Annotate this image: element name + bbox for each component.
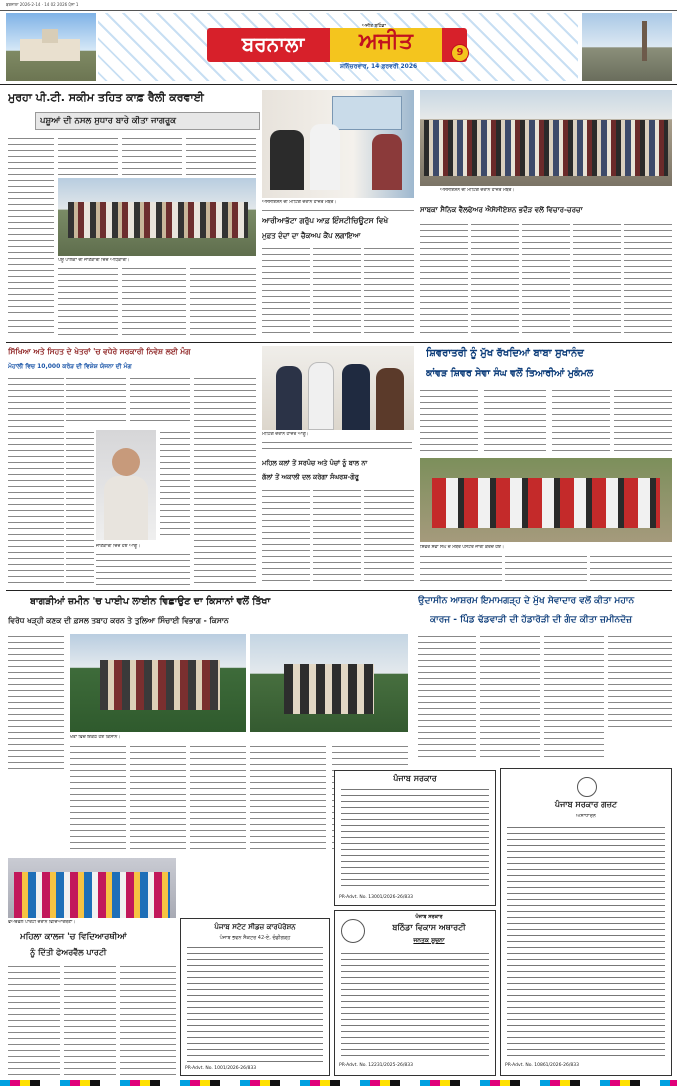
article-1-headline: ਮੁਰਹਾ ਪੀ.ਟੀ. ਸਕੀਮ ਤਹਿਤ ਕਾਫ਼ ਰੈਲੀ ਕਰਵਾਈ — [8, 91, 204, 104]
article-5-subhead: ਗੱਲਾਂ ਤੋਂ ਅਕਾਲੀ ਦਲ ਕਰੇਗਾ ਸੰਘਰਸ਼-ਗੋਰੂ — [262, 473, 359, 481]
article-8-text-col — [608, 634, 672, 730]
page-number-badge — [451, 44, 469, 62]
article-6-caption: ਸ਼ਿਵਰ ਸੇਵਾ ਸੰਘ ਦੇ ਮੈਂਬਰ ਪੋਸਟਰ ਜਾਰੀ ਕਰਦੇ ਹੋਏ। — [420, 545, 505, 550]
article-6-subhead: ਕਾਂਵੜ ਸ਼ਿਵਰ ਸੇਵਾ ਸੰਘ ਵਲੋਂ ਤਿਆਰੀਆਂ ਮੁਕੰਮਲ — [426, 368, 594, 379]
article-1-subhead: ਪਸ਼ੂਆਂ ਦੀ ਨਸਲ ਸੁਧਾਰ ਬਾਰੇ ਕੀਤਾ ਜਾਗਰੂਕ — [40, 116, 176, 126]
article-5-headline: ਮਹਿਲ ਕਲਾਂ ਤੋਂ ਸਰਪੰਚ ਅਤੇ ਪੰਚਾਂ ਨੂੰ ਬਾਲ ਨਾ — [262, 459, 368, 467]
council-ad — [180, 918, 330, 1076]
article-1-text-col — [58, 266, 118, 338]
article-4-headline: ਸਿੱਖਿਆ ਅਤੇ ਸਿਹਤ ਦੇ ਖੇਤਰਾਂ 'ਚ ਵਧੇਰੇ ਸਰਕਾਰੀ ਨਿਵੇਸ਼ ਲਈ ਮੰਗ — [8, 347, 191, 356]
punjab-govt-ad-body — [341, 787, 489, 891]
article-2-text-col — [364, 246, 414, 338]
article-4-text-col — [194, 376, 256, 586]
council-ad-body — [187, 945, 323, 1063]
article-5-text-col — [262, 488, 310, 586]
article-9-text-col — [64, 964, 116, 1076]
article-6-text-col — [484, 388, 546, 454]
article-8-text-col — [544, 634, 604, 762]
section-rule — [6, 590, 672, 591]
masthead-rule — [0, 84, 677, 85]
masthead-kicker: ਅਜੀਤ ਬਠਿੰਡਾ — [362, 24, 386, 29]
article-2-headline: ਆਰੀਆਭੱਟਾ ਗਰੁੱਪ ਆਫ਼ ਇੰਸਟੀਚਿਊਟਸ ਵਿਖੇ — [262, 216, 389, 225]
article-2-caption: ਐਸੋਸੀਏਸ਼ਨ ਦੀ ਮੀਟਿੰਗ ਦੌਰਾਨ ਹਾਜ਼ਰ ਮੈਂਬਰ। — [262, 200, 337, 205]
article-6-text-col — [420, 554, 502, 586]
article-7-text-col — [70, 744, 126, 854]
article-1-text-col — [122, 266, 186, 338]
article-7-caption: ਖੇਤਾਂ ਵਿਚ ਇਕੱਠੇ ਹੋਏ ਕਿਸਾਨ। — [70, 735, 121, 740]
punjab-govt-ad-ref: PR-Advt. No. 13001/2026-26/833 — [339, 895, 413, 900]
article-3-caption: ਐਸੋਸੀਏਸ਼ਨ ਦੀ ਮੀਟਿੰਗ ਦੌਰਾਨ ਹਾਜ਼ਰ ਮੈਂਬਰ। — [440, 188, 515, 193]
article-7-text-col — [130, 744, 186, 854]
article-8-text-col — [480, 634, 540, 762]
bathinda-ad-subtitle: ਜਨਤਕ ਸੂਚਨਾ — [413, 937, 445, 944]
council-ad-title: ਪੰਜਾਬ ਸਟੇਟ ਸੀਡਜ਼ ਕਾਰਪੋਰੇਸ਼ਨ — [214, 923, 296, 931]
punjab-govt-ad — [334, 770, 496, 906]
article-3-headline: ਸਾਬਕਾ ਸੈਨਿਕ ਵੈੱਲਫੇਅਰ ਐਸੋਸੀਏਸ਼ਨ ਭਦੌੜ ਵਲੋਂ ਵਿਚਾਰ-ਚਰਚਾ — [420, 206, 583, 214]
page-number: 9 — [456, 47, 464, 58]
article-4-text-col — [66, 376, 126, 426]
article-1-text-col — [186, 136, 256, 176]
article-9-subhead: ਨੂੰ ਦਿੱਤੀ ਫੇਅਰਵੈੱਲ ਪਾਰਟੀ — [30, 948, 107, 957]
article-5-text-col — [313, 488, 361, 586]
gazette-ad-body — [507, 825, 665, 1059]
article-8-headline: ਉਦਾਸੀਨ ਆਸ਼ਰਮ ਇਮਾਮਗੜ੍ਹ ਦੇ ਮੁੱਖ ਸੇਵਾਦਾਰ ਵਲੋਂ ਕੀਤਾ ਮਹਾਨ — [418, 596, 635, 606]
article-6-text-col — [420, 388, 478, 454]
bathinda-ad-ref: PR-Advt. No. 12231/2025-26/833 — [339, 1063, 413, 1068]
article-9-text-col — [8, 964, 60, 1076]
gazette-ad-ref: PR-Advt. No. 10861/2026-26/833 — [505, 1063, 579, 1068]
article-6-text-col — [552, 388, 610, 454]
article-4-text-col — [130, 376, 190, 426]
gazette-ad-title: ਪੰਜਾਬ ਸਰਕਾਰ ਗਜ਼ਟ — [554, 800, 618, 809]
article-4-text-col — [66, 430, 94, 586]
article-2-subhead: ਮੁਫ਼ਤ ਦੰਦਾਂ ਦਾ ਚੈੱਕਅਪ ਕੈਂਪ ਲਗਾਇਆ — [262, 232, 361, 240]
article-8-text-col — [418, 634, 476, 762]
article-3-text-col — [522, 222, 570, 338]
council-ad-subtitle: ਪੰਜਾਬ ਭਵਨ ਸੈਕਟਰ 42-ਏ, ਚੰਡੀਗੜ੍ਹ — [219, 935, 291, 941]
bathinda-ad-kicker: ਪੰਜਾਬ ਸਰਕਾਰ — [415, 914, 443, 920]
section-rule — [6, 342, 672, 343]
color-registration-bar — [0, 1080, 677, 1086]
article-3-text-col — [573, 222, 621, 338]
article-7-photo-2 — [250, 634, 408, 732]
article-8-subhead: ਕਾਰਜ - ਪਿੰਡ ਢੱਡਵਾੜੀ ਦੀ ਹੱਡਾਰੋੜੀ ਦੀ ਗੰਦ ਕੀਤਾ ਜ਼ਮੀਨਦੋਜ਼ — [430, 615, 632, 625]
article-9-text-col — [120, 964, 176, 1076]
article-3-text-col — [624, 222, 672, 338]
article-1-photo — [58, 178, 256, 256]
masthead-paper-name: ਅਜੀਤ — [359, 29, 413, 54]
article-4-subhead: ਮੋਹਾਲੀ ਵਿਚ 10,000 ਕਰੋੜ ਦੀ ਵਿਸ਼ੇਸ਼ ਯੋਜਨਾ ਦੀ ਮੰਗ — [8, 363, 132, 370]
masthead-left-photo — [6, 13, 96, 81]
gazette-ad-subtitle: ਅਸਾਧਾਰਨ — [576, 813, 596, 819]
gazette-ad — [500, 768, 672, 1076]
punjab-govt-ad-title: ਪੰਜਾਬ ਸਰਕਾਰ — [393, 774, 437, 783]
article-5-text-col — [364, 488, 414, 586]
article-1-text-col — [122, 136, 182, 176]
article-1-text-col — [58, 136, 118, 176]
article-7-headline: ਬਾਗੜੀਆਂ ਜ਼ਮੀਨ 'ਚ ਪਾਈਪ ਲਾਈਨ ਵਿਛਾਉਣ ਦਾ ਕਿਸਾਨਾਂ ਵਲੋਂ ਤਿੱਖਾ — [30, 596, 271, 607]
bathinda-ad-emblem — [341, 919, 365, 943]
article-1-text-col — [8, 136, 54, 316]
article-5-caption: ਮੀਟਿੰਗ ਦੌਰਾਨ ਹਾਜ਼ਰ ਆਗੂ। — [262, 432, 309, 437]
article-1-text-col — [190, 266, 256, 338]
article-7-text-col — [250, 744, 326, 854]
bathinda-ad-body — [341, 951, 489, 1059]
article-7-text-col — [190, 744, 246, 854]
article-3-text-col — [471, 222, 519, 338]
article-5-photo — [262, 346, 414, 430]
bathinda-ad-title: ਬਠਿੰਡਾ ਵਿਕਾਸ ਅਥਾਰਟੀ — [392, 923, 466, 932]
article-6-text-col — [614, 388, 672, 454]
article-9-headline: ਮਹਿਲਾ ਕਾਲਜ 'ਚ ਵਿਦਿਆਰਥੀਆਂ — [20, 932, 127, 942]
article-6-photo — [420, 458, 672, 542]
article-6-text-col — [590, 554, 672, 586]
article-2-photo — [262, 90, 414, 198]
article-4-text-col — [160, 430, 190, 540]
article-1-caption: ਪਸ਼ੂ ਪਾਲਕਾਂ ਦੀ ਜਾਣਕਾਰੀ ਦਿੰਦੇ ਅਧਿਕਾਰੀ। — [58, 258, 130, 263]
article-4-photo — [96, 430, 156, 540]
council-ad-ref: PR-Advt. No. 1001/2026-26/833 — [185, 1066, 257, 1071]
article-2-text-col — [262, 246, 310, 338]
article-9-caption: ਫੇਅਰਵੈੱਲ ਪਾਰਟੀ ਦੌਰਾਨ ਵਿਦਿਆਰਥਣਾਂ। — [8, 920, 76, 925]
article-3-text-col — [420, 222, 468, 338]
article-6-text-col — [505, 554, 587, 586]
bathinda-ad — [334, 910, 496, 1076]
article-2-text-col — [313, 246, 361, 338]
gazette-ad-emblem — [577, 777, 597, 797]
article-4-text-col — [8, 376, 64, 586]
article-5-text-col — [262, 440, 412, 454]
masthead-city: ਬਰਨਾਲਾ — [241, 32, 305, 56]
article-7-photo — [70, 634, 246, 732]
article-9-photo — [8, 858, 176, 918]
article-7-text-col — [8, 634, 64, 774]
article-6-headline: ਸ਼ਿਵਰਾਤਰੀ ਨੂੰ ਮੁੱਖ ਰੱਖਦਿਆਂ ਬਾਬਾ ਸੁਖਾਨੰਦ — [426, 348, 584, 359]
article-7-subhead: ਵਿਰੋਧ ਖੜ੍ਹੀ ਕਣਕ ਦੀ ਫ਼ਸਲ ਤਬਾਹ ਕਰਨ ਤੇ ਤੁਲਿਆ ਸਿੰਚਾਈ ਵਿਭਾਗ - ਕਿਸਾਨ — [8, 616, 229, 625]
article-4-caption: ਜਾਣਕਾਰੀ ਦਿੰਦੇ ਹੋਏ ਆਗੂ। — [96, 544, 141, 549]
masthead-right-photo — [582, 13, 672, 81]
print-slug: ਬਰਨਾਲਾ 2026-2-14 · 14 02 2026 ਪੰਨਾ 1 — [6, 2, 79, 7]
article-1-text-col — [8, 318, 54, 338]
top-rule — [0, 10, 677, 11]
article-3-photo — [420, 90, 672, 186]
article-4-text-col — [96, 552, 190, 586]
masthead-date: ਸ਼ਨਿੱਚਰਵਾਰ, 14 ਫ਼ਰਵਰੀ 2026 — [340, 63, 418, 70]
